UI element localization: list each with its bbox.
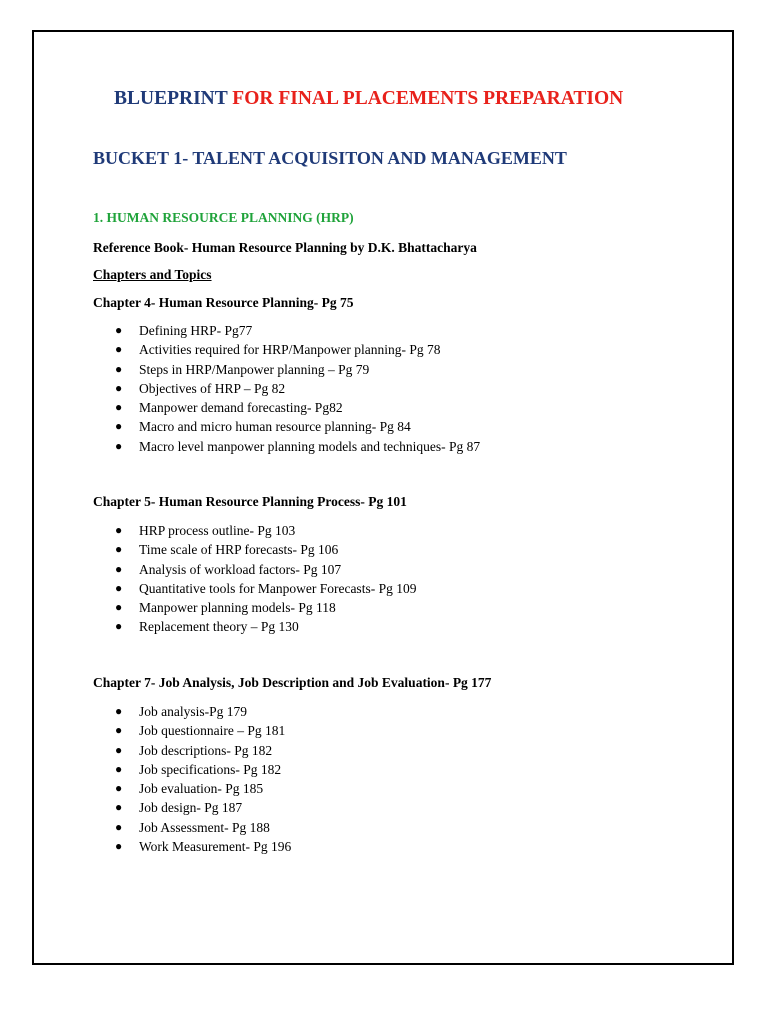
section-heading: 1. HUMAN RESOURCE PLANNING (HRP): [93, 210, 354, 225]
bucket-heading: BUCKET 1- TALENT ACQUISITON AND MANAGEMENT: [93, 148, 567, 168]
list-item: ● Macro and micro human resource planning- Pg 84: [115, 417, 480, 436]
chapter-7-heading: Chapter 7- Job Analysis, Job Description and Job Evaluation- Pg 177: [93, 675, 492, 690]
list-item: ● Objectives of HRP – Pg 82: [115, 379, 480, 398]
bullet-icon: ●: [115, 438, 123, 453]
bullet-icon: ●: [115, 761, 123, 776]
bullet-icon: ●: [115, 580, 123, 595]
bullet-icon: ●: [115, 561, 123, 576]
bullet-icon: ●: [115, 781, 123, 796]
chapter-4-topic-list: [115, 321, 480, 456]
list-item: ● Analysis of workload factors- Pg 107: [115, 560, 416, 579]
list-item: ● Manpower planning models- Pg 118: [115, 598, 416, 617]
bullet-icon: ●: [115, 742, 123, 757]
bullet-icon: ●: [115, 542, 123, 557]
bullet-icon: ●: [115, 619, 123, 634]
list-item: ● Job questionnaire – Pg 181: [115, 721, 291, 740]
bullet-icon: ●: [115, 400, 123, 415]
list-item: ● Job evaluation- Pg 185: [115, 779, 291, 798]
chapter-4-heading: Chapter 4- Human Resource Planning- Pg 75: [93, 295, 354, 310]
document-title: [114, 88, 623, 110]
bullet-icon: ●: [115, 723, 123, 738]
list-item: ● Job analysis-Pg 179: [115, 702, 291, 721]
bullet-icon: ●: [115, 342, 123, 357]
bullet-icon: ●: [115, 361, 123, 376]
bullet-icon: ●: [115, 523, 123, 537]
bullet-icon: ●: [115, 704, 123, 718]
list-item: ● Manpower demand forecasting- Pg82: [115, 398, 480, 417]
list-item: ● Job Assessment- Pg 188: [115, 818, 291, 837]
list-item: ● Time scale of HRP forecasts- Pg 106: [115, 540, 416, 559]
bullet-icon: ●: [115, 323, 123, 337]
list-item: ● Replacement theory – Pg 130: [115, 617, 416, 636]
list-item: ● Work Measurement- Pg 196: [115, 837, 291, 856]
list-item: ● Job descriptions- Pg 182: [115, 741, 291, 760]
bullet-icon: ●: [115, 380, 123, 395]
bullet-icon: ●: [115, 419, 123, 434]
title-part-placements: FOR FINAL PLACEMENTS PREPARATION: [232, 88, 624, 109]
bullet-icon: ●: [115, 800, 123, 815]
list-item: ● Defining HRP- Pg77: [115, 321, 480, 340]
list-item: ● Steps in HRP/Manpower planning – Pg 79: [115, 360, 480, 379]
chapters-and-topics-heading: Chapters and Topics: [93, 267, 212, 282]
reference-book: Reference Book- Human Resource Planning by D.K. Bhattacharya: [93, 240, 477, 255]
list-item: ● Job specifications- Pg 182: [115, 760, 291, 779]
list-item: ● Activities required for HRP/Manpower planning- Pg 78: [115, 340, 480, 359]
list-item: ● Macro level manpower planning models and techniques- Pg 87: [115, 437, 480, 456]
chapter-7-topic-list: [115, 702, 291, 856]
chapter-5-topic-list: [115, 521, 416, 637]
bullet-icon: ●: [115, 839, 123, 854]
bullet-icon: ●: [115, 819, 123, 834]
chapter-5-heading: Chapter 5- Human Resource Planning Process- Pg 101: [93, 494, 407, 509]
list-item: ● Job design- Pg 187: [115, 798, 291, 817]
list-item: ● Quantitative tools for Manpower Forecasts- Pg 109: [115, 579, 416, 598]
list-item: ● HRP process outline- Pg 103: [115, 521, 416, 540]
bullet-icon: ●: [115, 600, 123, 615]
title-part-blueprint: BLUEPRINT: [114, 88, 228, 109]
